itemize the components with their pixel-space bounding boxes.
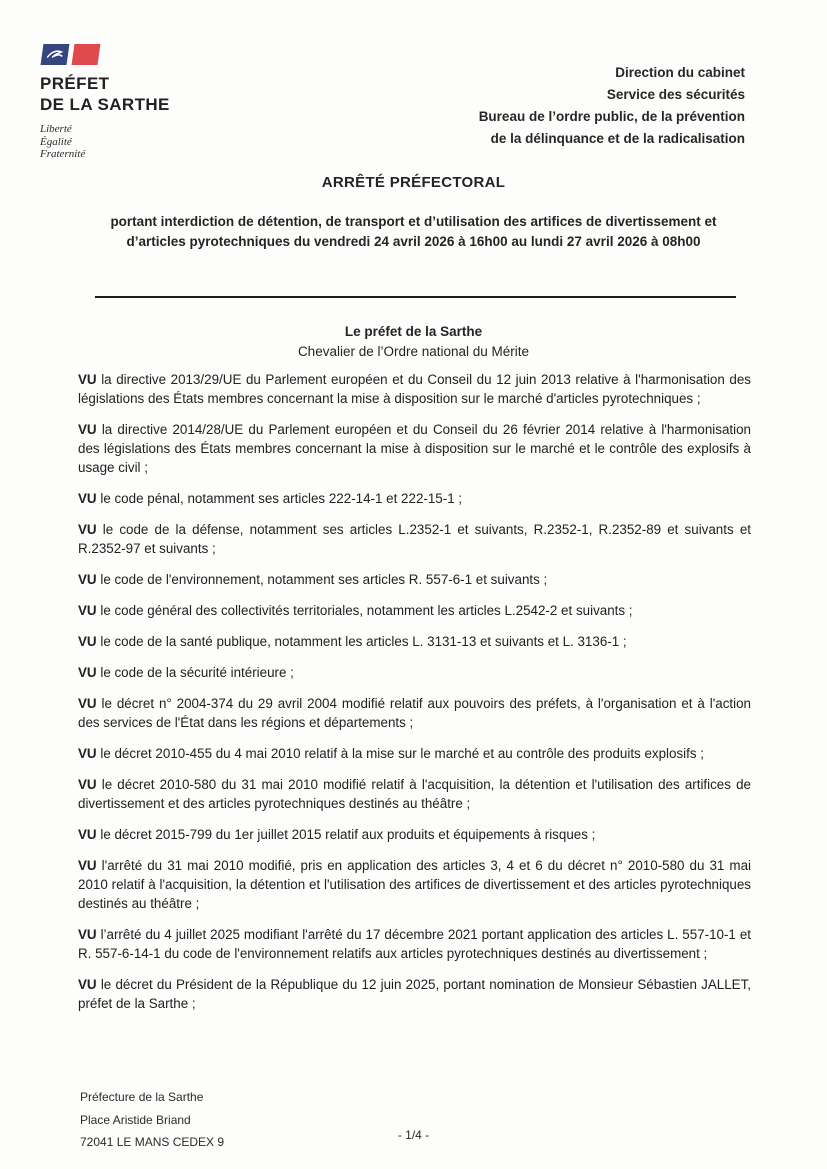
recital-text: le décret 2010-580 du 31 mai 2010 modifié relatif à l'acquisition, la détention et l'utilisation des artifices de divertissement et des articles pyrotechniques destinés au théâtre ; (78, 777, 751, 811)
french-flag-icon (42, 44, 260, 65)
title-divider-line (95, 296, 736, 298)
recital-paragraph (78, 825, 751, 844)
recitals-section (78, 370, 751, 1025)
recital-keyword: VU (78, 746, 97, 761)
recital-text: l’arrêté du 4 juillet 2025 modifiant l'arrêté du 17 décembre 2021 portant application des articles L. 557-10-1 et R. 557-6-14-1 du code de l'environnement relatifs aux articles pyrotechniques destinés au divertissement ; (78, 927, 751, 961)
page-number: - 1/4 - (397, 1128, 430, 1142)
motto-egalite: Égalité (40, 135, 72, 148)
footer-address (80, 1086, 224, 1154)
prefecture-name-line1: PRÉFET (40, 74, 110, 93)
recital-text: le code de la défense, notamment ses articles L.2352-1 et suivants, R.2352-1, R.2352-89 et suivants et R.2352-97 et suivants ; (78, 522, 751, 556)
motto-fraternite: Fraternité (40, 148, 86, 160)
recital-paragraph (78, 632, 751, 651)
recital-text: le code de l'environnement, notamment ses articles R. 557-6-1 et suivants ; (100, 572, 548, 587)
recital-text: la directive 2014/28/UE du Parlement européen et du Conseil du 26 février 2014 relative à l'harmonisation des législations des États membres concernant la mise à disposition sur le marché et le contrôle des explosifs à usage civil ; (78, 422, 751, 475)
recital-paragraph (78, 663, 751, 682)
recital-text: le décret n° 2004-374 du 29 avril 2004 modifié relatif aux pouvoirs des préfets, à l'organisation et à l'action des services de l'État dans les régions et départements ; (78, 696, 751, 730)
recital-text: le code pénal, notamment ses articles 222-14-1 et 222-15-1 ; (100, 491, 463, 506)
recital-keyword: VU (78, 372, 97, 387)
recital-text: le code de la santé publique, notamment les articles L. 3131-13 et suivants et L. 3136-1 ; (100, 634, 627, 649)
document-title: ARRÊTÉ PRÉFECTORAL (321, 174, 506, 191)
recital-keyword: VU (78, 422, 97, 437)
recital-keyword: VU (78, 858, 97, 873)
footer-address-line1: Préfecture de la Sarthe (80, 1090, 204, 1104)
recital-text: la directive 2013/29/UE du Parlement européen et du Conseil du 12 juin 2013 relative à l'harmonisation des législations des États membres concernant la mise à disposition sur le marché d'articles pyrotechniques ; (78, 372, 751, 406)
signatory-title: Le préfet de la Sarthe (344, 324, 483, 339)
prefecture-name-line2: DE LA SARTHE (40, 95, 170, 114)
recital-text: le code de la sécurité intérieure ; (100, 665, 294, 680)
recital-keyword: VU (78, 603, 97, 618)
recital-keyword: VU (78, 634, 97, 649)
recital-paragraph (78, 775, 751, 813)
recital-paragraph (78, 975, 751, 1013)
recital-keyword: VU (78, 977, 97, 992)
prefecture-name (40, 73, 260, 115)
prefecture-logo-block (40, 44, 260, 161)
recital-keyword: VU (78, 665, 97, 680)
issuing-service-block (479, 62, 745, 150)
recital-keyword: VU (78, 696, 97, 711)
recital-paragraph (78, 489, 751, 508)
footer-address-line2: Place Aristide Briand (80, 1112, 191, 1127)
service-line-2: Service des sécurités (606, 87, 745, 102)
signatory-honor: Chevalier de l’Ordre national du Mérite (297, 344, 530, 359)
recital-paragraph (78, 370, 751, 408)
flag-blue-pane-marianne-icon (41, 44, 70, 65)
service-line-3: Bureau de l’ordre public, de la prévention (478, 109, 745, 124)
service-line-4: de la délinquance et de la radicalisation (490, 131, 745, 146)
service-line-1: Direction du cabinet (615, 65, 745, 80)
recital-paragraph (78, 520, 751, 558)
flag-red-pane (72, 44, 101, 65)
recital-keyword: VU (78, 572, 97, 587)
recital-text: le décret 2010-455 du 4 mai 2010 relatif à la mise sur le marché et au contrôle des produits explosifs ; (100, 746, 704, 761)
recital-paragraph (78, 744, 751, 763)
recital-text: le décret 2015-799 du 1er juillet 2015 relatif aux produits et équipements à risques ; (100, 827, 596, 842)
recital-paragraph (78, 420, 751, 477)
signatory-intro (0, 322, 827, 362)
recital-paragraph (78, 925, 751, 963)
recital-keyword: VU (78, 777, 97, 792)
recital-keyword: VU (78, 827, 97, 842)
recital-text: le code général des collectivités territoriales, notamment les articles L.2542-2 et suivants ; (100, 603, 633, 618)
recital-paragraph (78, 570, 751, 589)
recital-paragraph (78, 694, 751, 732)
recital-paragraph (78, 856, 751, 913)
recital-keyword: VU (78, 522, 97, 537)
recital-keyword: VU (78, 927, 97, 942)
recital-keyword: VU (78, 491, 97, 506)
republic-motto (40, 123, 260, 161)
document-subtitle: portant interdiction de détention, de transport et d’utilisation des artifices de divertissement et d’articles pyrotechniques du vendredi 24 avril 2026 à 16h00 au lundi 27 avril 2026 à 08h00 (110, 214, 717, 249)
motto-liberte: Liberté (40, 123, 72, 135)
recital-text: l'arrêté du 31 mai 2010 modifié, pris en application des articles 3, 4 et 6 du décret n° 2010-580 du 31 mai 2010 relatif à l'acquisition, la détention et l'utilisation des artifices de divertissement et des articles pyrotechniques destinés au théâtre ; (78, 858, 751, 911)
footer-address-line3: 72041 LE MANS CEDEX 9 (80, 1135, 225, 1149)
recital-paragraph (78, 601, 751, 620)
recital-text: le décret du Président de la République du 12 juin 2025, portant nomination de Monsieur Sébastien JALLET, préfet de la Sarthe ; (78, 977, 751, 1011)
